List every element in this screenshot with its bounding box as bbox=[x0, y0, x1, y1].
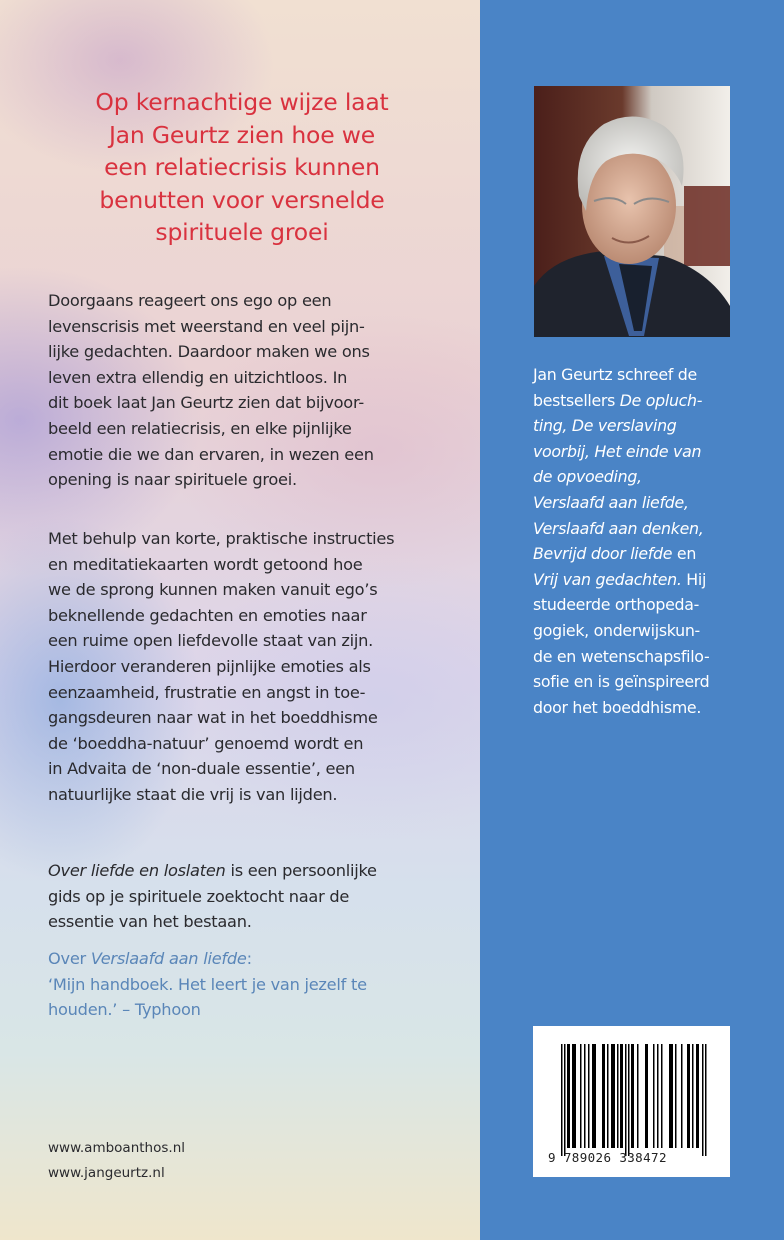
text-line bbox=[533, 567, 773, 593]
author-portrait-image bbox=[534, 86, 730, 337]
text-line: gangsdeuren naar wat in het boeddhisme bbox=[48, 708, 378, 728]
book-title: Bevrijd door liefde bbox=[533, 544, 673, 564]
text-span: en bbox=[672, 544, 697, 564]
blurb-paragraph-1 bbox=[48, 288, 468, 493]
tagline-line: een relatiecrisis kunnen bbox=[104, 153, 380, 181]
text-line: Verslaafd aan liefde, bbox=[533, 492, 689, 512]
text-line: we de sprong kunnen maken vanuit ego’s bbox=[48, 580, 378, 600]
text-line: in Advaita de ‘non-duale essentie’, een bbox=[48, 759, 355, 779]
text-line: lijke gedachten. Daardoor maken we ons bbox=[48, 342, 370, 362]
text-line: gogiek, onderwijskun- bbox=[533, 620, 700, 640]
book-title: De opluch- bbox=[619, 390, 703, 410]
text-line: Jan Geurtz schreef de bbox=[533, 365, 697, 384]
text-line: gids op je spirituele zoektocht naar de bbox=[48, 886, 350, 906]
text-span: Over bbox=[48, 949, 91, 968]
text-line: de ‘boeddha-natuur’ genoemd wordt en bbox=[48, 733, 364, 753]
text-line: de en wetenschapsfilo- bbox=[533, 646, 710, 666]
text-line: ting, De verslaving bbox=[533, 416, 677, 436]
text-span: : bbox=[246, 949, 252, 968]
text-line: Met behulp van korte, praktische instructies bbox=[48, 529, 395, 548]
text-line: essentie van het bestaan. bbox=[48, 912, 252, 932]
book-title: Over liefde en loslaten bbox=[48, 861, 226, 880]
tagline bbox=[30, 86, 454, 249]
text-line: emotie die we dan ervaren, in wezen een bbox=[48, 444, 374, 464]
text-line bbox=[48, 858, 468, 884]
text-line: opening is naar spirituele groei. bbox=[48, 470, 297, 490]
text-line: sofie en is geïnspireerd bbox=[533, 672, 710, 692]
text-line: houden.’ – Typhoon bbox=[48, 1000, 201, 1020]
publisher-url[interactable]: www.amboanthos.nl bbox=[48, 1140, 185, 1156]
text-line: eenzaamheid, frustratie en angst in toe- bbox=[48, 682, 366, 702]
isbn-barcode bbox=[533, 1026, 730, 1177]
blurb-paragraph-3 bbox=[48, 858, 468, 935]
text-line: Verslaafd aan denken, bbox=[533, 518, 704, 538]
author-url[interactable]: www.jangeurtz.nl bbox=[48, 1165, 165, 1181]
text-line: natuurlijke staat die vrij is van lijden. bbox=[48, 784, 338, 804]
book-title: Verslaafd aan liefde bbox=[90, 949, 247, 968]
blurb-paragraph-2 bbox=[48, 526, 468, 808]
book-title: Vrij van gedachten. bbox=[533, 569, 682, 589]
text-span: is een persoonlijke bbox=[225, 861, 377, 880]
text-line bbox=[533, 388, 773, 414]
text-line: door het boeddhisme. bbox=[533, 697, 702, 717]
text-line: beknellende gedachten en emoties naar bbox=[48, 605, 367, 625]
tagline-line: Op kernachtige wijze laat bbox=[95, 88, 389, 116]
text-line: en meditatiekaarten wordt getoond hoe bbox=[48, 554, 363, 574]
review-quote bbox=[48, 946, 468, 1023]
text-line: beeld een relatiecrisis, en elke pijnlijke bbox=[48, 418, 352, 438]
text-line: Doorgaans reageert ons ego op een bbox=[48, 291, 332, 310]
text-line: leven extra ellendig en uitzichtloos. In bbox=[48, 367, 348, 387]
text-line: studeerde orthopeda- bbox=[533, 595, 700, 615]
website-links bbox=[48, 1136, 185, 1186]
barcode-bars-icon bbox=[561, 1044, 707, 1156]
text-span: Hij bbox=[681, 569, 707, 589]
tagline-line: spirituele groei bbox=[155, 218, 329, 246]
tagline-line: Jan Geurtz zien hoe we bbox=[108, 120, 376, 149]
text-line: levenscrisis met weerstand en veel pijn- bbox=[48, 316, 365, 336]
author-bio bbox=[533, 362, 773, 720]
text-line bbox=[533, 541, 773, 567]
text-span: bestsellers bbox=[533, 390, 620, 410]
text-line: Hierdoor veranderen pijnlijke emoties als bbox=[48, 656, 371, 676]
text-line: een ruime open liefdevolle staat van zijn. bbox=[48, 631, 374, 651]
isbn-number: 9 789026 338472 bbox=[548, 1150, 667, 1165]
text-line bbox=[48, 946, 468, 972]
text-line: de opvoeding, bbox=[533, 467, 642, 487]
text-line: ‘Mijn handboek. Het leert je van jezelf te bbox=[48, 974, 367, 994]
tagline-line: benutten voor versnelde bbox=[99, 185, 385, 214]
text-line: voorbij, Het einde van bbox=[533, 441, 702, 461]
author-photo bbox=[534, 86, 730, 337]
text-line: dit boek laat Jan Geurtz zien dat bijvoor- bbox=[48, 393, 364, 413]
